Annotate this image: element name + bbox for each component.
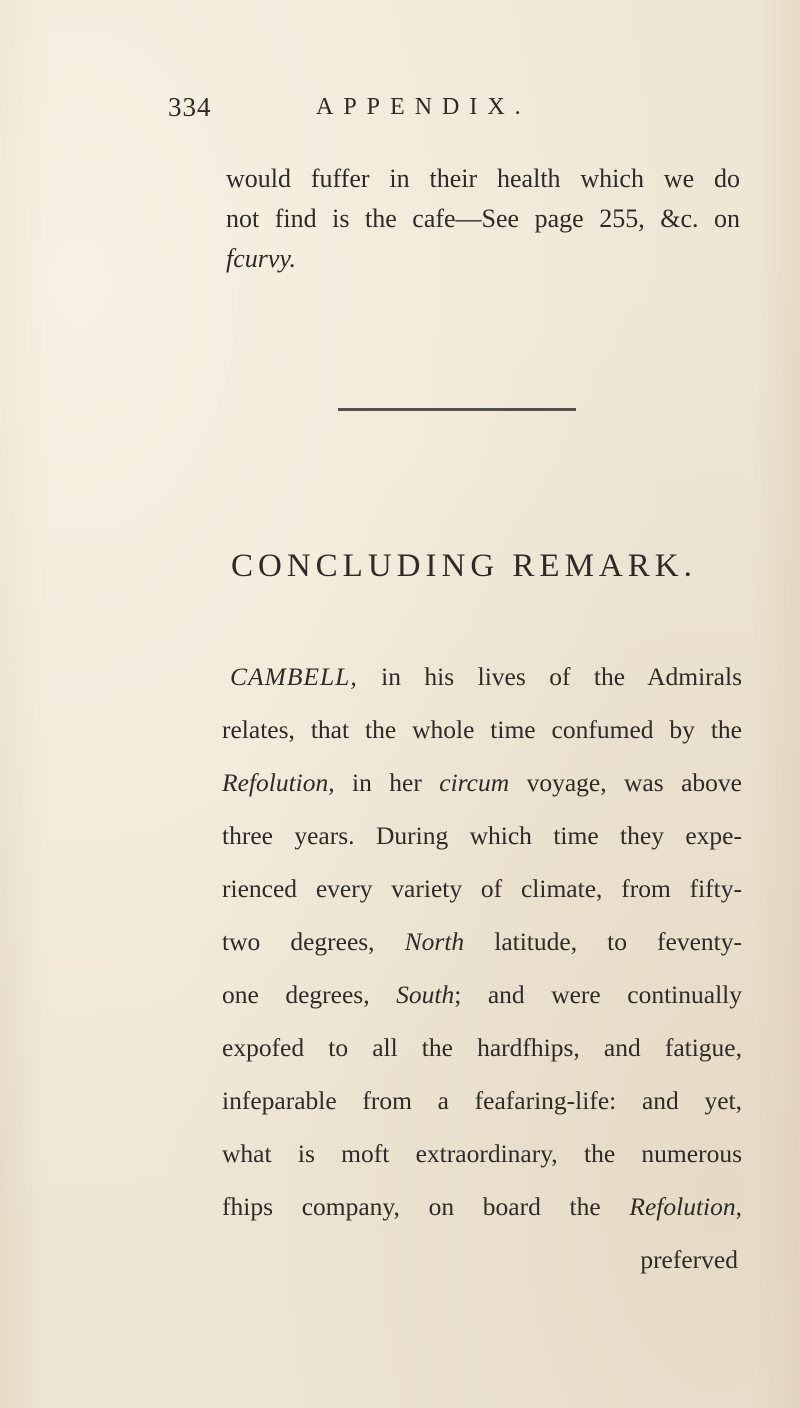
paragraph-line (222, 929, 742, 982)
paragraph-line: rienced every variety of climate, from fifty- (222, 874, 742, 903)
line-text: fhips company, on board the (222, 1192, 630, 1221)
paragraph-line: would fuffer in their health which we do (226, 164, 740, 193)
paragraph-line: expofed to all the hardfhips, and fatigue, (222, 1033, 742, 1062)
paragraph-line: what is moft extraordinary, the numerous (222, 1139, 742, 1168)
paragraph-line: fcurvy. (226, 244, 297, 273)
line-text: in his lives of the Admirals (357, 662, 742, 691)
body-paragraph (222, 664, 742, 1300)
section-heading: CONCLUDING REMARK. (231, 548, 697, 584)
running-head-title: APPENDIX. (316, 94, 531, 120)
paragraph-line: infeparable from a feafaring-life: and yet, (222, 1086, 742, 1115)
paragraph-line (222, 982, 742, 1035)
section-divider (338, 408, 576, 411)
catchword: preferved (640, 1245, 738, 1274)
page-number: 334 (168, 92, 212, 122)
top-paragraph (226, 166, 740, 286)
line-text: ; and were continually (454, 980, 742, 1009)
italic-word: North (404, 927, 465, 956)
italic-word: circum (439, 768, 510, 797)
line-text: one degrees, (222, 980, 397, 1009)
paragraph-line (222, 770, 742, 823)
running-head (168, 92, 728, 136)
line-text: voyage, was above (509, 768, 742, 797)
paragraph-line: not find is the cafe—See page 255, &c. on (226, 204, 740, 233)
italic-word: South (396, 980, 455, 1009)
line-text: in her (334, 768, 440, 797)
ship-name: Refolution, (222, 768, 335, 797)
author-name: CAMBELL, (230, 662, 358, 691)
line-text: latitude, to feventy- (464, 927, 743, 956)
paragraph-line: three years. During which time they expe- (222, 821, 742, 850)
paragraph-line (222, 664, 742, 717)
paragraph-line (222, 1194, 742, 1247)
ship-name: Refolution (629, 1192, 736, 1221)
paragraph-line: relates, that the whole time confumed by the (222, 715, 742, 744)
line-text: two degrees, (222, 927, 405, 956)
line-text: , (735, 1192, 742, 1221)
